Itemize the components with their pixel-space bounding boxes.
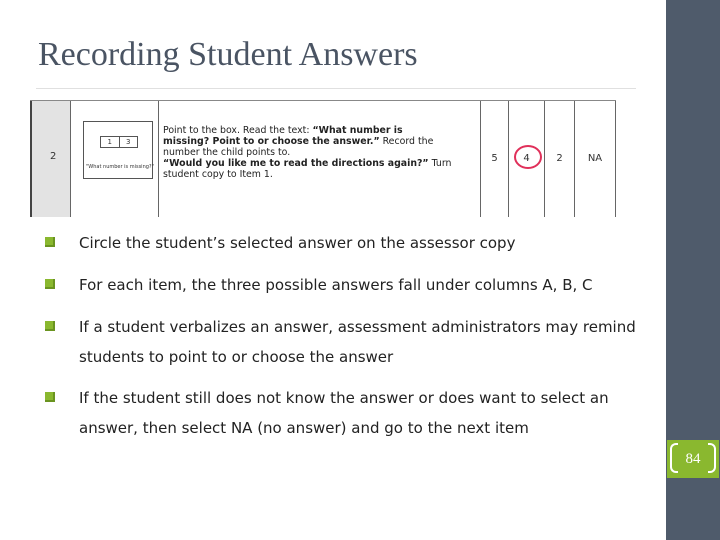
bullet-square-icon xyxy=(45,392,55,402)
answer-a: 5 xyxy=(491,153,498,164)
number-boxes xyxy=(100,136,138,148)
bullet-item: Circle the student’s selected answer on the assessor copy xyxy=(79,234,516,252)
page-number: 84 xyxy=(685,450,701,467)
page-number-badge xyxy=(667,440,719,478)
item-picture xyxy=(83,121,153,179)
number-box-second: 3 xyxy=(119,137,138,147)
directions-text xyxy=(163,125,481,180)
assessor-copy-table xyxy=(30,100,616,217)
answer-column-b xyxy=(508,101,544,217)
answer-column-c xyxy=(544,101,574,217)
item-picture-cell xyxy=(70,101,158,217)
bullet-square-icon xyxy=(45,237,55,247)
answer-b: 4 xyxy=(523,153,530,164)
item-number-cell xyxy=(30,101,70,217)
left-bracket-icon xyxy=(670,443,678,473)
answer-column-a xyxy=(480,101,508,217)
directions-line: “Would you like me to read the directions again?” Turn xyxy=(163,158,452,169)
directions-line: student copy to Item 1. xyxy=(163,169,273,180)
directions-line: Point to the box. Read the text: “What number is xyxy=(163,125,403,136)
picture-caption: "What number is missing?" xyxy=(86,164,154,170)
slide-title: Recording Student Answers xyxy=(38,36,418,73)
item-number: 2 xyxy=(50,151,57,162)
bullet-item: For each item, the three possible answers fall under columns A, B, C xyxy=(79,276,593,294)
answer-column-na xyxy=(574,101,616,217)
bullet-square-icon xyxy=(45,279,55,289)
bullet-item: If the student still does not know the answer or does want to select an answer, then select NA (no answer) and go to the next item xyxy=(79,389,609,437)
right-bracket-icon xyxy=(708,443,716,473)
directions-line: number the child points to. xyxy=(163,147,291,158)
number-box-first: 1 xyxy=(107,138,112,146)
bullet-item: If a student verbalizes an answer, assessment administrators may remind students to point to or choose the answer xyxy=(79,318,636,366)
answer-c: 2 xyxy=(556,153,563,164)
directions-line: missing? Point to or choose the answer.” Record the xyxy=(163,136,434,147)
title-divider xyxy=(36,88,636,89)
answer-na: NA xyxy=(587,153,603,164)
directions-cell xyxy=(158,101,480,217)
bullet-square-icon xyxy=(45,321,55,331)
